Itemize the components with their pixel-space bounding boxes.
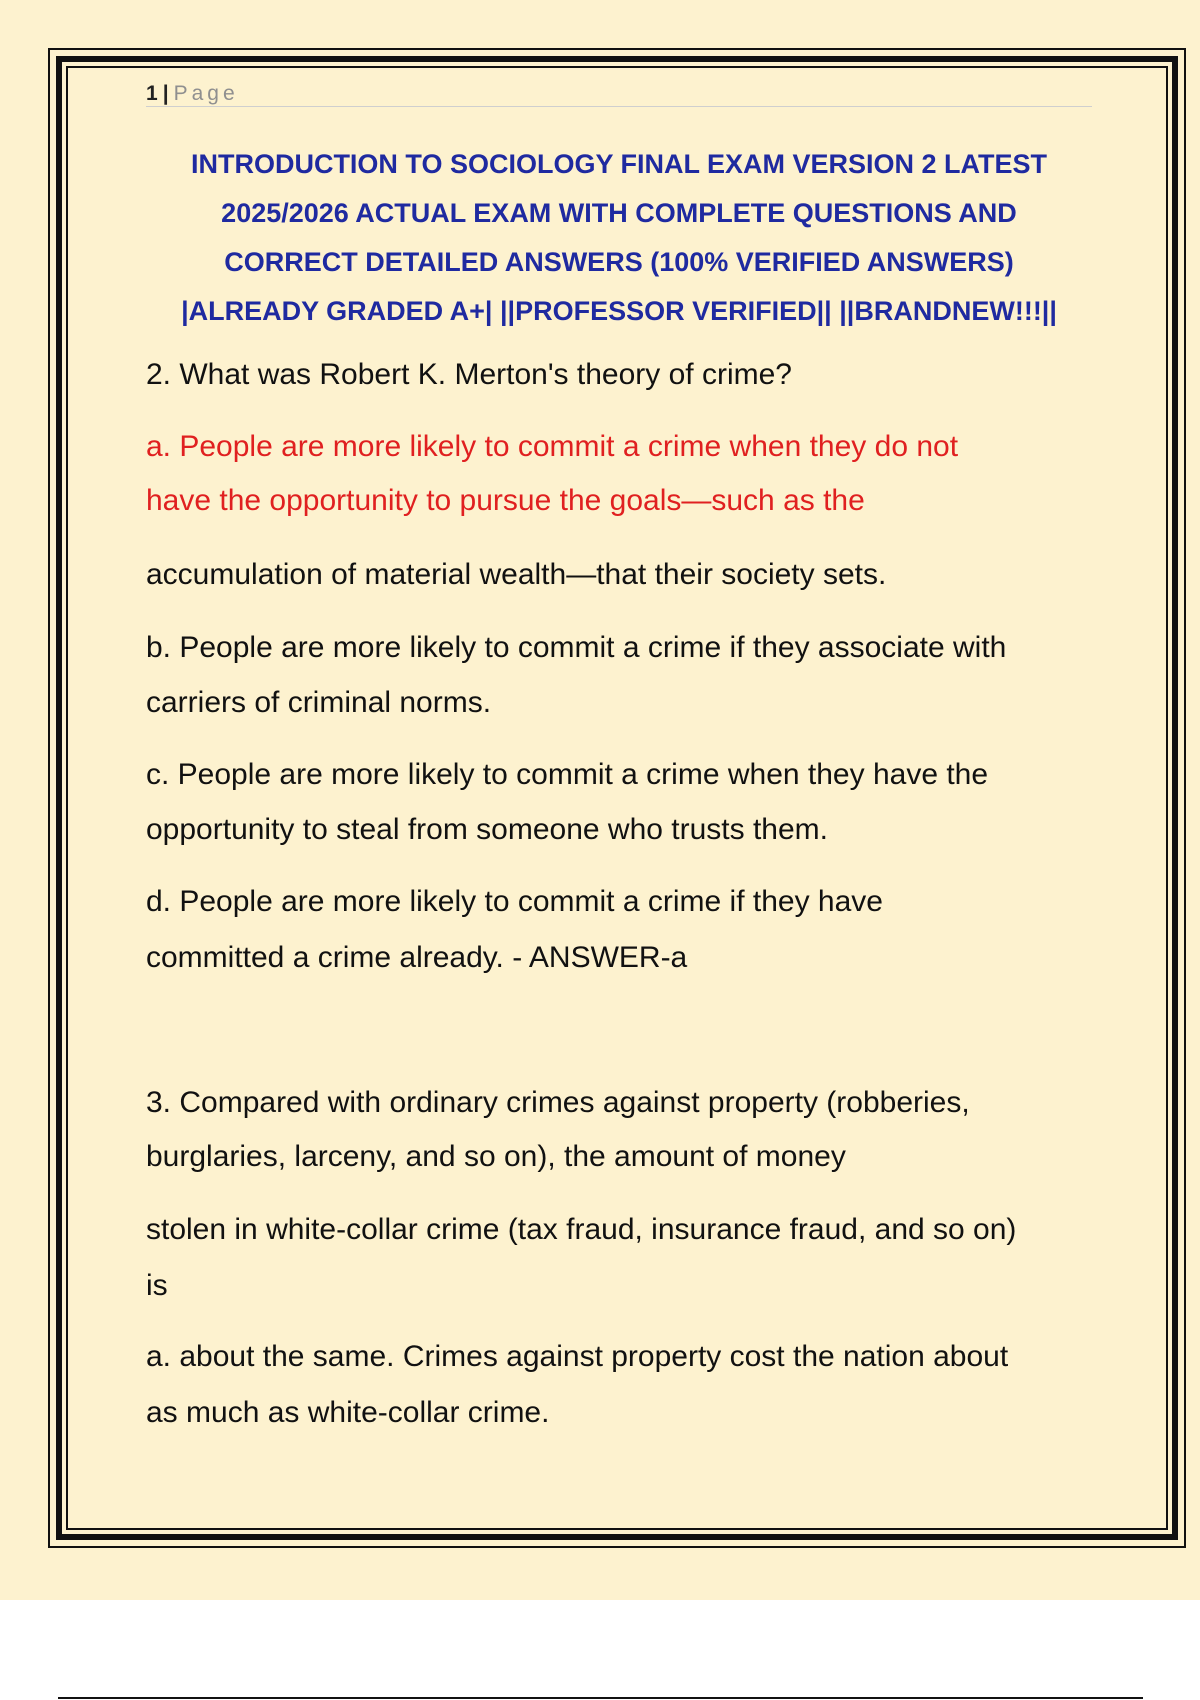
q2-option-c-cont: opportunity to steal from someone who trusts them. bbox=[146, 813, 828, 846]
page-number: 1 bbox=[146, 82, 159, 105]
header-divider bbox=[146, 106, 1092, 107]
q2-option-a-cont: accumulation of material wealth—that their society sets. bbox=[146, 558, 887, 591]
title-line: |ALREADY GRADED A+| ||PROFESSOR VERIFIED|| ||BRANDNEW!!!|| bbox=[181, 296, 1057, 326]
title-line: CORRECT DETAILED ANSWERS (100% VERIFIED ANSWERS) bbox=[224, 247, 1014, 277]
question-3-cont: is bbox=[146, 1269, 168, 1302]
question-2: 2. What was Robert K. Merton's theory of crime? bbox=[146, 358, 792, 391]
question-3-cont: stolen in white-collar crime (tax fraud, insurance fraud, and so on) bbox=[146, 1213, 1017, 1246]
question-3: 3. Compared with ordinary crimes against property (robberies, bbox=[146, 1086, 970, 1119]
q2-option-d: d. People are more likely to commit a crime if they have bbox=[146, 885, 883, 918]
question-3-cont: burglaries, larceny, and so on), the amount of money bbox=[146, 1140, 846, 1173]
q2-option-d-answer: committed a crime already. - ANSWER-a bbox=[146, 941, 688, 974]
q3-option-a-cont: as much as white-collar crime. bbox=[146, 1396, 550, 1429]
q2-option-c: c. People are more likely to commit a crime when they have the bbox=[146, 758, 989, 791]
title-line: INTRODUCTION TO SOCIOLOGY FINAL EXAM VERSION 2 LATEST bbox=[190, 149, 1048, 179]
page-header-separator: | bbox=[162, 82, 170, 105]
q2-option-a-correct-cont: have the opportunity to pursue the goals—such as the bbox=[146, 484, 865, 517]
title-line: 2025/2026 ACTUAL EXAM WITH COMPLETE QUESTIONS AND bbox=[221, 198, 1017, 228]
bottom-divider bbox=[58, 1697, 1143, 1699]
q2-option-a-correct: a. People are more likely to commit a crime when they do not bbox=[146, 430, 959, 463]
q2-option-b: b. People are more likely to commit a crime if they associate with bbox=[146, 631, 1007, 664]
page-header-label: Page bbox=[173, 82, 239, 105]
page-header bbox=[146, 82, 239, 106]
q2-option-b-cont: carriers of criminal norms. bbox=[146, 686, 492, 719]
document-title bbox=[146, 140, 1092, 336]
q3-option-a: a. about the same. Crimes against property cost the nation about bbox=[146, 1340, 1009, 1373]
